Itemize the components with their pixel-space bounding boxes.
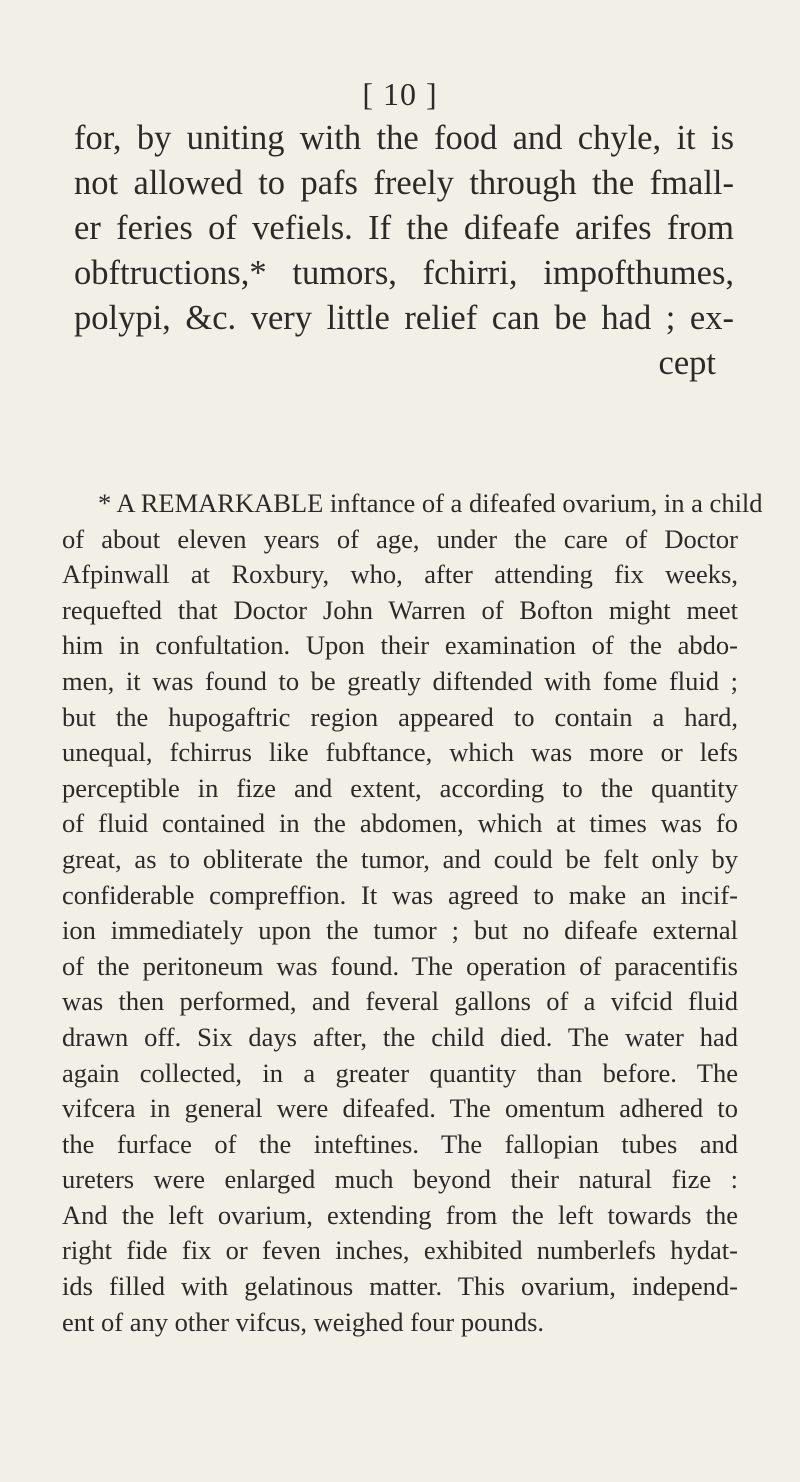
footnote-line: ids filled with gelatinous matter. This ovarium, independ-	[62, 1271, 738, 1302]
footnote-line: confiderable compreffion. It was agreed to make an incif-	[62, 879, 738, 910]
footnote-line: requefted that Doctor John Warren of Bofton might meet	[62, 594, 738, 625]
footnote-line: great, as to obliterate the tumor, and could be felt only by	[62, 843, 738, 874]
footnote-line: the furface of the inteftines. The fallopian tubes and	[62, 1128, 738, 1159]
footnote-line: ureters were enlarged much beyond their natural fize :	[62, 1164, 738, 1195]
footnote-line: of the peritoneum was found. The operation of paracentifis	[62, 950, 738, 981]
main-text-line: polypi, &c. very little relief can be had ; ex-	[74, 299, 734, 337]
main-text-line: obftructions,* tumors, fchirri, impofthumes,	[74, 254, 734, 292]
catchword: cept	[658, 344, 716, 382]
main-text-line: not allowed to pafs freely through the fmall-	[74, 164, 734, 202]
footnote-line: again collected, in a greater quantity than before. The	[62, 1057, 738, 1088]
main-text-line: for, by uniting with the food and chyle, it is	[74, 119, 734, 157]
footnote-line: ion immediately upon the tumor ; but no difeafe external	[62, 915, 738, 946]
footnote-line: ent of any other vifcus, weighed four pounds.	[62, 1306, 545, 1337]
main-text-line: er feries of vefiels. If the difeafe arifes from	[74, 209, 734, 247]
footnote-line: perceptible in fize and extent, according to the quantity	[62, 772, 738, 803]
footnote-line: unequal, fchirrus like fubftance, which was more or lefs	[62, 737, 738, 768]
footnote-line: vifcera in general were difeafed. The omentum adhered to	[62, 1093, 738, 1124]
footnote-line: of fluid contained in the abdomen, which at times was fo	[62, 808, 738, 839]
page-number: [ 10 ]	[362, 76, 438, 112]
main-text	[74, 116, 734, 386]
footnote	[62, 486, 763, 1340]
footnote-line: men, it was found to be greatly diftended with fome fluid ;	[62, 665, 738, 696]
footnote-line: And the left ovarium, extending from the left towards the	[62, 1199, 738, 1230]
footnote-line: * A REMARKABLE inftance of a difeafed ovarium, in a child	[98, 488, 763, 518]
footnote-line: him in confultation. Upon their examination of the abdo-	[62, 630, 738, 661]
footnote-line: was then performed, and feveral gallons of a vifcid fluid	[62, 986, 738, 1017]
footnote-line: Afpinwall at Roxbury, who, after attending fix weeks,	[62, 559, 738, 590]
footnote-line: of about eleven years of age, under the care of Doctor	[62, 523, 738, 554]
footnote-line: drawn off. Six days after, the child died. The water had	[62, 1021, 738, 1052]
footnote-line: but the hupogaftric region appeared to contain a hard,	[62, 701, 738, 732]
footnote-line: right fide fix or feven inches, exhibited numberlefs hydat-	[62, 1235, 738, 1266]
